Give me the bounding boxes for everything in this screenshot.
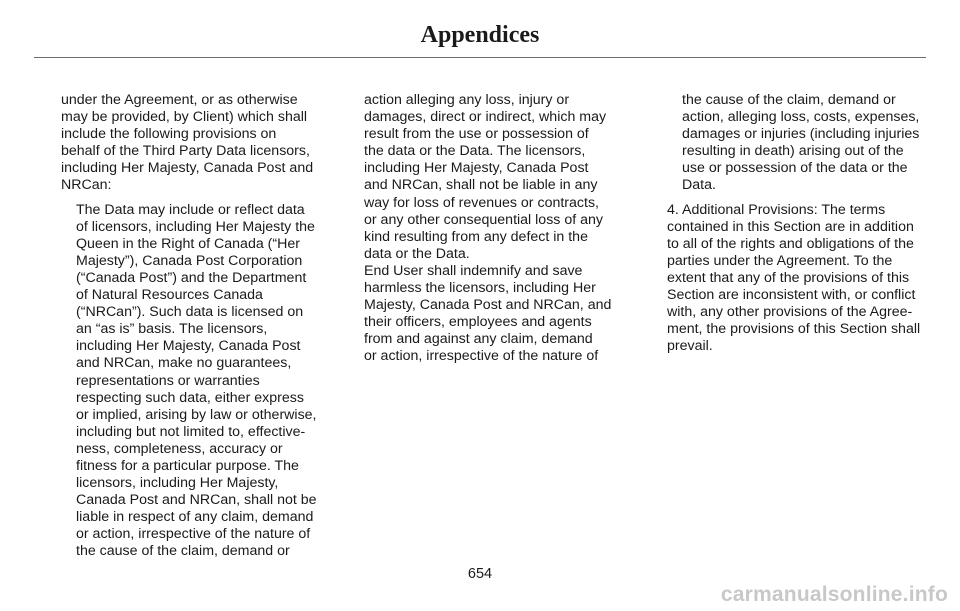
text-line: including Her Majesty, Canada Post and	[61, 160, 314, 177]
text-line: the cause of the claim, demand or	[76, 543, 290, 560]
text-line: from and against any claim, demand	[364, 331, 593, 348]
text-line: or action, irrespective of the nature of	[364, 348, 599, 365]
text-line: action alleging any loss, injury or	[364, 92, 570, 108]
text-line: including Her Majesty, Canada Post	[76, 338, 301, 355]
text-line: data or the Data.	[364, 245, 470, 262]
text-line: The Data may include or reflect data	[76, 201, 305, 218]
text-line: and NRCan, shall not be liable in any	[364, 177, 598, 194]
page-number: 654	[467, 566, 493, 582]
text-line: (“Canada Post”) and the Department	[76, 269, 307, 286]
text-line: including but not limited to, effective-	[76, 423, 306, 440]
text-line: their officers, employees and agents	[364, 314, 592, 331]
text-line: action, alleging loss, costs, expenses,	[682, 109, 920, 126]
text-line: (“NRCan”). Such data is licensed on	[76, 304, 304, 321]
text-line: fitness for a particular purpose. The	[76, 457, 299, 474]
text-line: resulting in death) arising out of the	[682, 143, 904, 160]
text-line: 4. Additional Provisions: The terms	[667, 201, 886, 218]
text-line: use or possession of the data or the	[682, 160, 908, 177]
text-line: ment, the provisions of this Section shall	[667, 321, 921, 338]
text-line: or action, irrespective of the nature of	[76, 526, 311, 543]
text-line: of licensors, including Her Majesty the	[76, 218, 315, 235]
text-line: extent that any of the provisions of this	[667, 269, 910, 286]
text-line: kind resulting from any defect in the	[364, 228, 588, 245]
text-line: Queen in the Right of Canada (“Her	[76, 235, 300, 252]
additional-provisions-paragraph	[667, 202, 921, 356]
text-line: licensors, including Her Majesty,	[76, 475, 279, 492]
text-line: liable in respect of any claim, demand	[76, 509, 314, 526]
text-column-1	[61, 92, 317, 561]
text-line: prevail.	[667, 338, 713, 355]
text-line: Majesty”), Canada Post Corporation	[76, 252, 303, 269]
text-column-3	[667, 92, 921, 355]
text-line: behalf of the Third Party Data licensors,	[61, 143, 310, 160]
text-line: the cause of the claim, demand or	[682, 92, 896, 108]
text-line: include the following provisions on	[61, 126, 277, 143]
text-line: with, any other provisions of the Agree-	[667, 304, 913, 321]
text-column-2	[364, 92, 616, 366]
text-line: respecting such data, either express	[76, 389, 304, 406]
text-line: Majesty, Canada Post and NRCan, and	[364, 297, 612, 314]
text-line: may be provided, by Client) which shall	[61, 109, 308, 126]
text-line: including Her Majesty, Canada Post	[364, 160, 589, 177]
text-line: contained in this Section are in addition	[667, 218, 914, 235]
site-watermark: carmanualsonline.info	[720, 583, 948, 606]
text-line: under the Agreement, or as otherwise	[61, 92, 298, 108]
indented-provision	[61, 201, 317, 561]
text-line: an “as is” basis. The licensors,	[76, 321, 268, 338]
text-line: way for loss of revenues or contracts,	[364, 194, 599, 211]
text-line: parties under the Agreement. To the	[667, 252, 893, 269]
header-divider	[34, 57, 926, 58]
text-line: damages or injuries (including injuries	[682, 126, 920, 143]
text-line: Section are inconsistent with, or conflict	[667, 287, 916, 304]
text-line: result from the use or possession of	[364, 126, 589, 143]
page-title: Appendices	[420, 22, 540, 48]
text-line: of Natural Resources Canada	[76, 287, 263, 304]
text-line: End User shall indemnify and save	[364, 262, 583, 279]
text-line: representations or warranties	[76, 372, 260, 389]
text-line: Canada Post and NRCan, shall not be	[76, 492, 317, 509]
text-line: ness, completeness, accuracy or	[76, 440, 283, 457]
indented-provision-continued	[667, 92, 921, 195]
text-line: NRCan:	[61, 177, 112, 194]
text-line: Data.	[682, 177, 716, 194]
text-line: the data or the Data. The licensors,	[364, 143, 586, 160]
text-line: or any other consequential loss of any	[364, 211, 603, 228]
text-line: damages, direct or indirect, which may	[364, 109, 607, 126]
text-line: harmless the licensors, including Her	[364, 280, 596, 297]
text-line: to all of the rights and obligations of the	[667, 235, 914, 252]
text-line: or implied, arising by law or otherwise,	[76, 406, 317, 423]
intro-paragraph	[61, 92, 313, 195]
text-line: and NRCan, make no guarantees,	[76, 355, 292, 372]
